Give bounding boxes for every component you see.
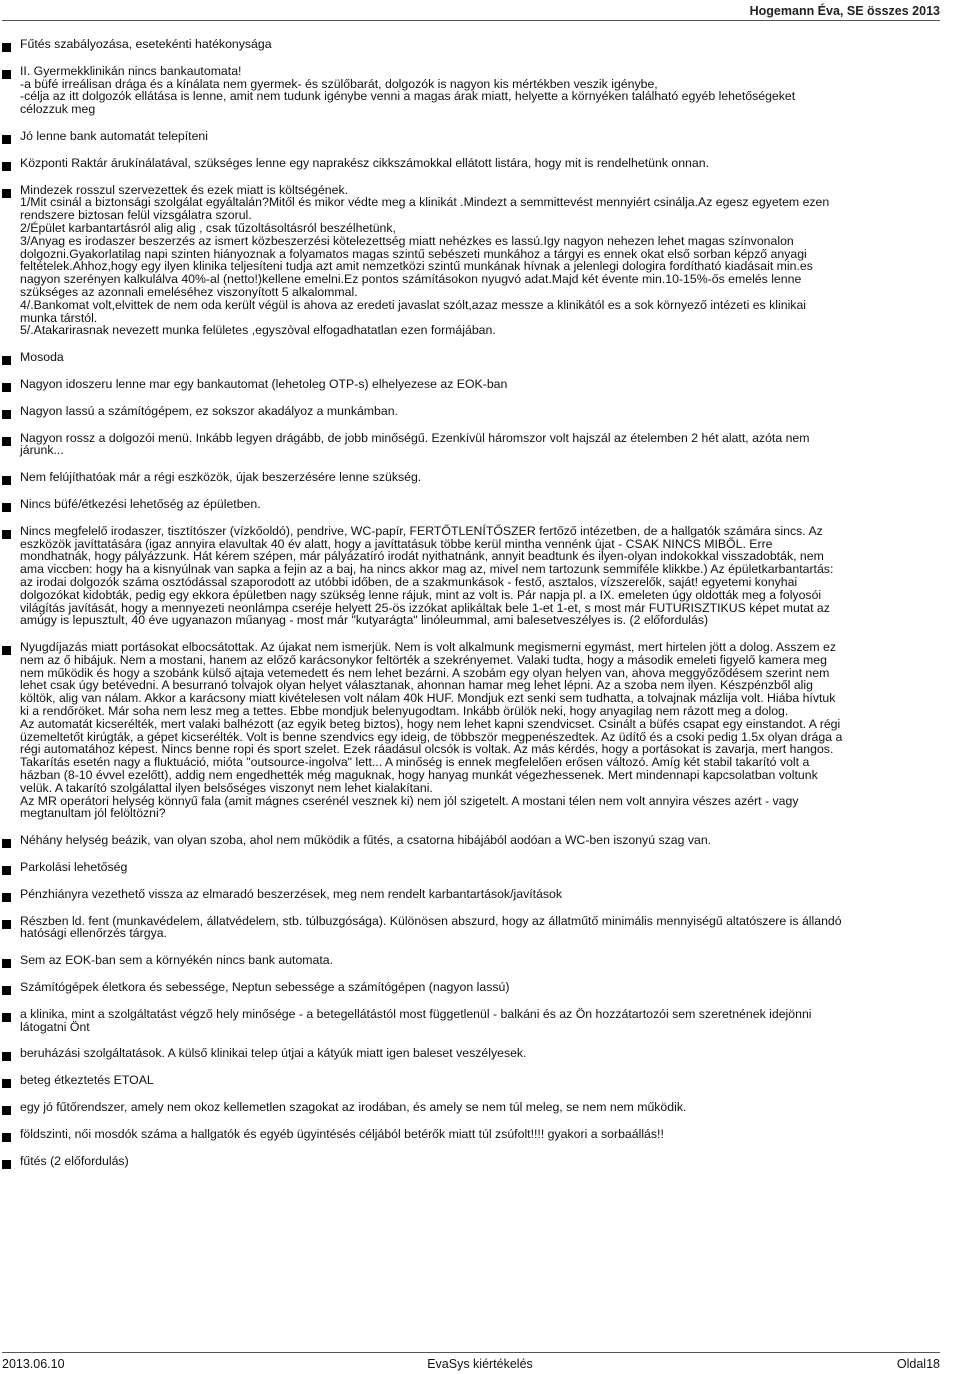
comment-line: járunk... — [20, 443, 64, 458]
square-bullet-icon — [2, 189, 11, 198]
comment-item — [2, 1128, 950, 1141]
square-bullet-icon — [2, 383, 11, 392]
comment-line: Nyugdíjazás miatt portásokat elbocsátottak. Az újakat nem ismerjük. Nem is volt alkalmunk megismerni egymást, mert hirtelen jött a dolog. Asszem ez — [20, 640, 837, 655]
comment-line: munka társtól. — [20, 310, 98, 325]
comment-item — [2, 65, 950, 116]
comment-line: világítás javítását, hogy a mennyezeti neonlámpa cseréje helyett 25-ös izzókat aplikáltak bele 1-et 1-et, s most már FUTURISZTIKUS képet mutat az — [20, 600, 830, 615]
square-bullet-icon — [2, 1133, 11, 1142]
square-bullet-icon — [2, 135, 11, 144]
comment-line: Néhány helység beázik, van olyan szoba, ahol nem működik a fűtés, a csatorna hibájából aodóan a WC-ben iszonyú szag van. — [20, 833, 712, 848]
comment-line: házban (8-10 évvel ezelőtt), addig nem engedhették még maguknak, hogy hanyag munkát végezhessenek. Mert mindennapi kapcsolatban voltunk — [20, 768, 818, 783]
comment-line: ki a rendőröket. Már soha nem lesz meg a tettes. Ebbe mondjuk belenyugodtam. Inkább örülök neki, hogy anyagilag nem rázott meg a dolog. — [20, 704, 789, 719]
comment-item — [2, 157, 950, 170]
comment-line: nem működik és hogy a szobánk külső ajtaja vetemedett és nem lehet bezárni. A szobám egy olyan helyen van, ahova meggyőződésem szerint nem — [20, 665, 830, 680]
header-author-term: Hogemann Éva, SE összes 2013 — [749, 4, 940, 18]
comment-line: ama viccben: hogy ha a kisnyúlnak van sapka a fejin az a baj, ha nincs akkor mag az, mivel nem tartozunk semmiféle klikkbe.) Az épületkarbantartás: — [20, 562, 834, 577]
comment-line: üzemeltetőt kirúgták, a gépet kicserélték. Volt is benne szendvics egy ideig, de többször megpenészedtek. Az üdítő és a csoki pedig 1.5x olyan drága a — [20, 729, 843, 744]
comment-line: feltételek.Ahhoz,hogy egy ilyen klinika teljesíteni tudja azt amit nemzetközi szintű munkának hívnak a jelenlegi dologira fordítható kiadásait min.es — [20, 259, 813, 274]
comment-item — [2, 184, 950, 338]
comment-item — [2, 915, 950, 941]
header-divider — [2, 20, 940, 21]
comment-item — [2, 525, 950, 627]
comment-item — [2, 1008, 950, 1034]
comment-line: dolgozni.Gyakorlatilag napi szinten hiányoznak a folyamatos magas szintű sebészeti munkához a tárgyi es ennek okat első sorban képző anyagi — [20, 246, 807, 261]
comment-line: Mindezek rosszul szervezettek és ezek miatt is költségének. — [20, 182, 349, 197]
comment-line: velük. A takarító szolgálattal ilyen belsőséges viszonyt nem lehet kialakítani. — [20, 780, 433, 795]
comment-line: Mosoda — [20, 350, 64, 365]
comment-line: szükséges az azonnali emeléséhez viszonyított 5 alkalommal. — [20, 284, 358, 299]
comment-item — [2, 405, 950, 418]
comment-line: -a büfé irreálisan drága és a kínálata nem gyermek- és szülőbarát, dolgozók is nagyon kis mértékben veszik igénybe, — [20, 76, 658, 91]
comment-line: régi automatához képest. Nincs benne ropi és sport szelet. Ezek ráadásul olcsók is voltak. Az más kérdés, hogy a portásokat is zavarja, mert hangos. — [20, 742, 834, 757]
comment-line: 2/Épület karbantartásról alig alig , csak tűzoltásoltásról beszélhetünk, — [20, 220, 396, 235]
comment-item — [2, 432, 950, 458]
comment-line: eszközök javíttatására (igaz annyira elavultak 40 év alatt, hogy a javíttatásuk többe kerül mintha vennénk újat - CSAK NINCS MIBŐL. Erre — [20, 536, 773, 551]
comment-line: amúgy is lepusztult, 40 éve ugyanazon műanyag - most már "kutyarágta" linóleummal, ami balesetveszélyes is. (2 előfordulás) — [20, 613, 709, 628]
comment-line: dolgozókat kidobták, pedig egy ekkora épületben nagy szükség lenne rájuk, mint az volt is. Pár napja pl. a IX. emeleten úgy oldották meg a folyosói — [20, 587, 822, 602]
square-bullet-icon — [2, 503, 11, 512]
comment-line: Központi Raktár árukínálatával, szükséges lenne egy naprakész cikkszámokkal ellátott listára, hogy mit is rendelhetünk onnan. — [20, 155, 709, 170]
comment-list — [2, 38, 950, 1181]
square-bullet-icon — [2, 530, 11, 539]
comment-item — [2, 981, 950, 994]
comment-line: az irodai dolgozók száma osztódással szaporodott az utóbbi időben, de a szakmunkások - festő, asztalos, vízszerelők, saját! egyetemi konyhai — [20, 574, 798, 589]
comment-line: Nem felújíthatóak már a régi eszközök, újak beszerzésére lenne szükség. — [20, 470, 422, 485]
square-bullet-icon — [2, 1160, 11, 1169]
square-bullet-icon — [2, 70, 11, 79]
square-bullet-icon — [2, 1013, 11, 1022]
comment-item — [2, 861, 950, 874]
comment-item — [2, 641, 950, 820]
comment-line: beteg étkeztetés ETOAL — [20, 1073, 154, 1088]
square-bullet-icon — [2, 1079, 11, 1088]
comment-line: költök, alig van nálam. Akkor a karácsony miatt kivételesen volt nálam 40k HUF. Mondjuk ezt senki sem tudhatta, a tolvajnak mázlija volt. Hiába hívtuk — [20, 691, 836, 706]
footer-date: 2013.06.10 — [2, 1357, 65, 1371]
comment-item — [2, 1074, 950, 1087]
square-bullet-icon — [2, 437, 11, 446]
comment-line: Nagyon idoszeru lenne mar egy bankautomat (lehetoleg OTP-s) elhelyezese az EOK-ban — [20, 376, 508, 391]
square-bullet-icon — [2, 410, 11, 419]
square-bullet-icon — [2, 356, 11, 365]
comment-line: beruházási szolgáltatások. A külső klinikai telep útjai a kátyúk miatt igen baleset veszélyesek. — [20, 1046, 527, 1061]
comment-item — [2, 1047, 950, 1060]
comment-item — [2, 834, 950, 847]
comment-item — [2, 130, 950, 143]
square-bullet-icon — [2, 1106, 11, 1115]
comment-line: Takarítás esetén nagy a fluktuáció, mióta "outsource-ingolva" lett... A minőség is ennek megfelelően erősen változó. Amíg két stabil takarító volt a — [20, 755, 810, 770]
comment-line: 1/Mit csinál a biztonsági szolgálat egyáltalán?Mitől és mikor védte meg a klinikát .Mindezt a semmittevést mennyiért csinálja.Az egesz egyetem ezen — [20, 195, 830, 210]
comment-line: hatósági ellenőrzés tárgya. — [20, 926, 167, 941]
comment-line: földszinti, női mosdók száma a hallgatók és egyéb ügyintésés céljából betérők miatt túl zsúfolt!!!! gyakori a sorbaállás!! — [20, 1126, 664, 1141]
comment-line: rendszere biztosan felül vizsgálatra szorul. — [20, 208, 252, 223]
comment-line: 5/.Atakarirasnak nevezett munka felületes ,egyszòval elfogadhatatlan ezen formájában. — [20, 323, 496, 338]
comment-line: -célja az itt dolgozók ellátása is lenne, amit nem tudunk igénybe venni a magas árak miatt, helyette a környéken található egyéb lehetőségeket — [20, 89, 796, 104]
comment-line: Nincs megfelelő irodaszer, tisztítószer (vízkőoldó), pendrive, WC-papír, FERTŐTLENÍTŐSZER fertőző intézetben, de a hallgatók számára sincs. Az — [20, 523, 823, 538]
comment-line: Jó lenne bank automatát telepíteni — [20, 128, 209, 143]
comment-line: Részben ld. fent (munkavédelem, állatvédelem, stb. túlbuzgósága). Különösen abszurd, hogy az állatműtő minimális mennyiségű altatószere is állandó — [20, 913, 842, 928]
comment-line: 3/Anyag es irodaszer beszerzés az ismert közbeszerzési kötelezettség miatt nehézkes es lassú.Igy nagyon nehezen lehet magas színvonalon — [20, 233, 794, 248]
comment-line: megtanultam jól felöltözni? — [20, 806, 166, 821]
footer-divider — [2, 1352, 940, 1353]
comment-line: nem az ő hibájuk. Nem a mostani, hanem az előző karácsonykor feltörték a szekrényemet. Valaki tudta, hogy a második emeleti figyelő kamera meg — [20, 652, 827, 667]
comment-item — [2, 471, 950, 484]
comment-line: célozzuk meg — [20, 102, 96, 117]
comment-line: Nincs büfé/étkezési lehetőség az épületben. — [20, 496, 261, 511]
square-bullet-icon — [2, 43, 11, 52]
comment-line: a klinika, mint a szolgáltatást végző hely minősége - a betegellátástól most függetlenül - balkáni és az Ön hozzátartozói sem szeretnének idejönni — [20, 1006, 812, 1021]
comment-line: Nagyon lassú a számítógépem, ez sokszor akadályoz a munkámban. — [20, 403, 398, 418]
comment-line: látogatni Önt — [20, 1019, 90, 1034]
comment-item — [2, 351, 950, 364]
comment-line: egy jó fűtőrendszer, amely nem okoz kellemetlen szagokat az irodában, és amely se nem túl meleg, se nem nem működik. — [20, 1100, 687, 1115]
comment-item — [2, 888, 950, 901]
comment-item — [2, 498, 950, 511]
square-bullet-icon — [2, 646, 11, 655]
comment-item — [2, 1155, 950, 1168]
comment-line: Az MR operátori helység könnyű fala (amit mágnes cserénél vesznek ki) nem jól szigetelt. A mostani télen nem volt annyira vészes azért - vagy — [20, 793, 799, 808]
comment-line: Pénzhiányra vezethető vissza az elmaradó beszerzések, meg nem rendelt karbantartások/javítások — [20, 886, 563, 901]
comment-item — [2, 38, 950, 51]
square-bullet-icon — [2, 839, 11, 848]
comment-line: Az automatát kicserélték, mert valaki balhézott (az egyik beteg biztos), hogy nem lehet kapni szendvicset. Csinált a büfés csapat egy einstandot. A régi — [20, 716, 841, 731]
comment-line: Sem az EOK-ban sem a környékén nincs bank automata. — [20, 953, 334, 968]
comment-line: II. Gyermekklinikán nincs bankautomata! — [20, 63, 242, 78]
comment-line: Parkolási lehetőség — [20, 860, 128, 875]
square-bullet-icon — [2, 893, 11, 902]
footer-page-number: Oldal18 — [896, 1357, 940, 1371]
square-bullet-icon — [2, 1052, 11, 1061]
footer-title: EvaSys kiértékelés — [427, 1357, 533, 1371]
square-bullet-icon — [2, 959, 11, 968]
comment-item — [2, 1101, 950, 1114]
comment-line: fűtés (2 előfordulás) — [20, 1153, 129, 1168]
square-bullet-icon — [2, 476, 11, 485]
square-bullet-icon — [2, 986, 11, 995]
comment-line: 4/.Bankomat volt,elvittek de nem oda került végül is ahova az eredeti javaslat szólt,azaz messze a klinikától es a sok környező intézeti es klinikai — [20, 297, 807, 312]
comment-line: nagyon szerényen kalkulálva 40%-al (netto!)kellene emelni.Ez pontos számításokon nyugvó adat.Majd két évente min.10-15%-ős emelés lenne — [20, 272, 802, 287]
comment-line: Számítógépek életkora és sebessége, Neptun sebessége a számítógépen (nagyon lassú) — [20, 980, 510, 995]
square-bullet-icon — [2, 920, 11, 929]
comment-item — [2, 954, 950, 967]
comment-line: Nagyon rossz a dolgozói menü. Inkább legyen drágább, de jobb minőségű. Ezenkívül háromszor volt hajszál az ételemben 2 hét alatt, azóta nem — [20, 430, 810, 445]
square-bullet-icon — [2, 162, 11, 171]
square-bullet-icon — [2, 866, 11, 875]
comment-line: lehet csak úgy betévedni. A besurranó tolvajok olyan helyet választanak, ahonnan hamar meg lehet lépni. Az a szoba nem ilyen. Készpénzből alig — [20, 678, 813, 693]
comment-line: mondhatnák, hogy pályázzunk. Hát kérem szépen, már pályázatíró irodát nyithatnánk, annyit beadtunk és ilyen-olyan indokokkal visszadobták, nem — [20, 549, 824, 564]
comment-item — [2, 378, 950, 391]
comment-line: Fűtés szabályozása, esetekénti hatékonysága — [20, 37, 272, 51]
